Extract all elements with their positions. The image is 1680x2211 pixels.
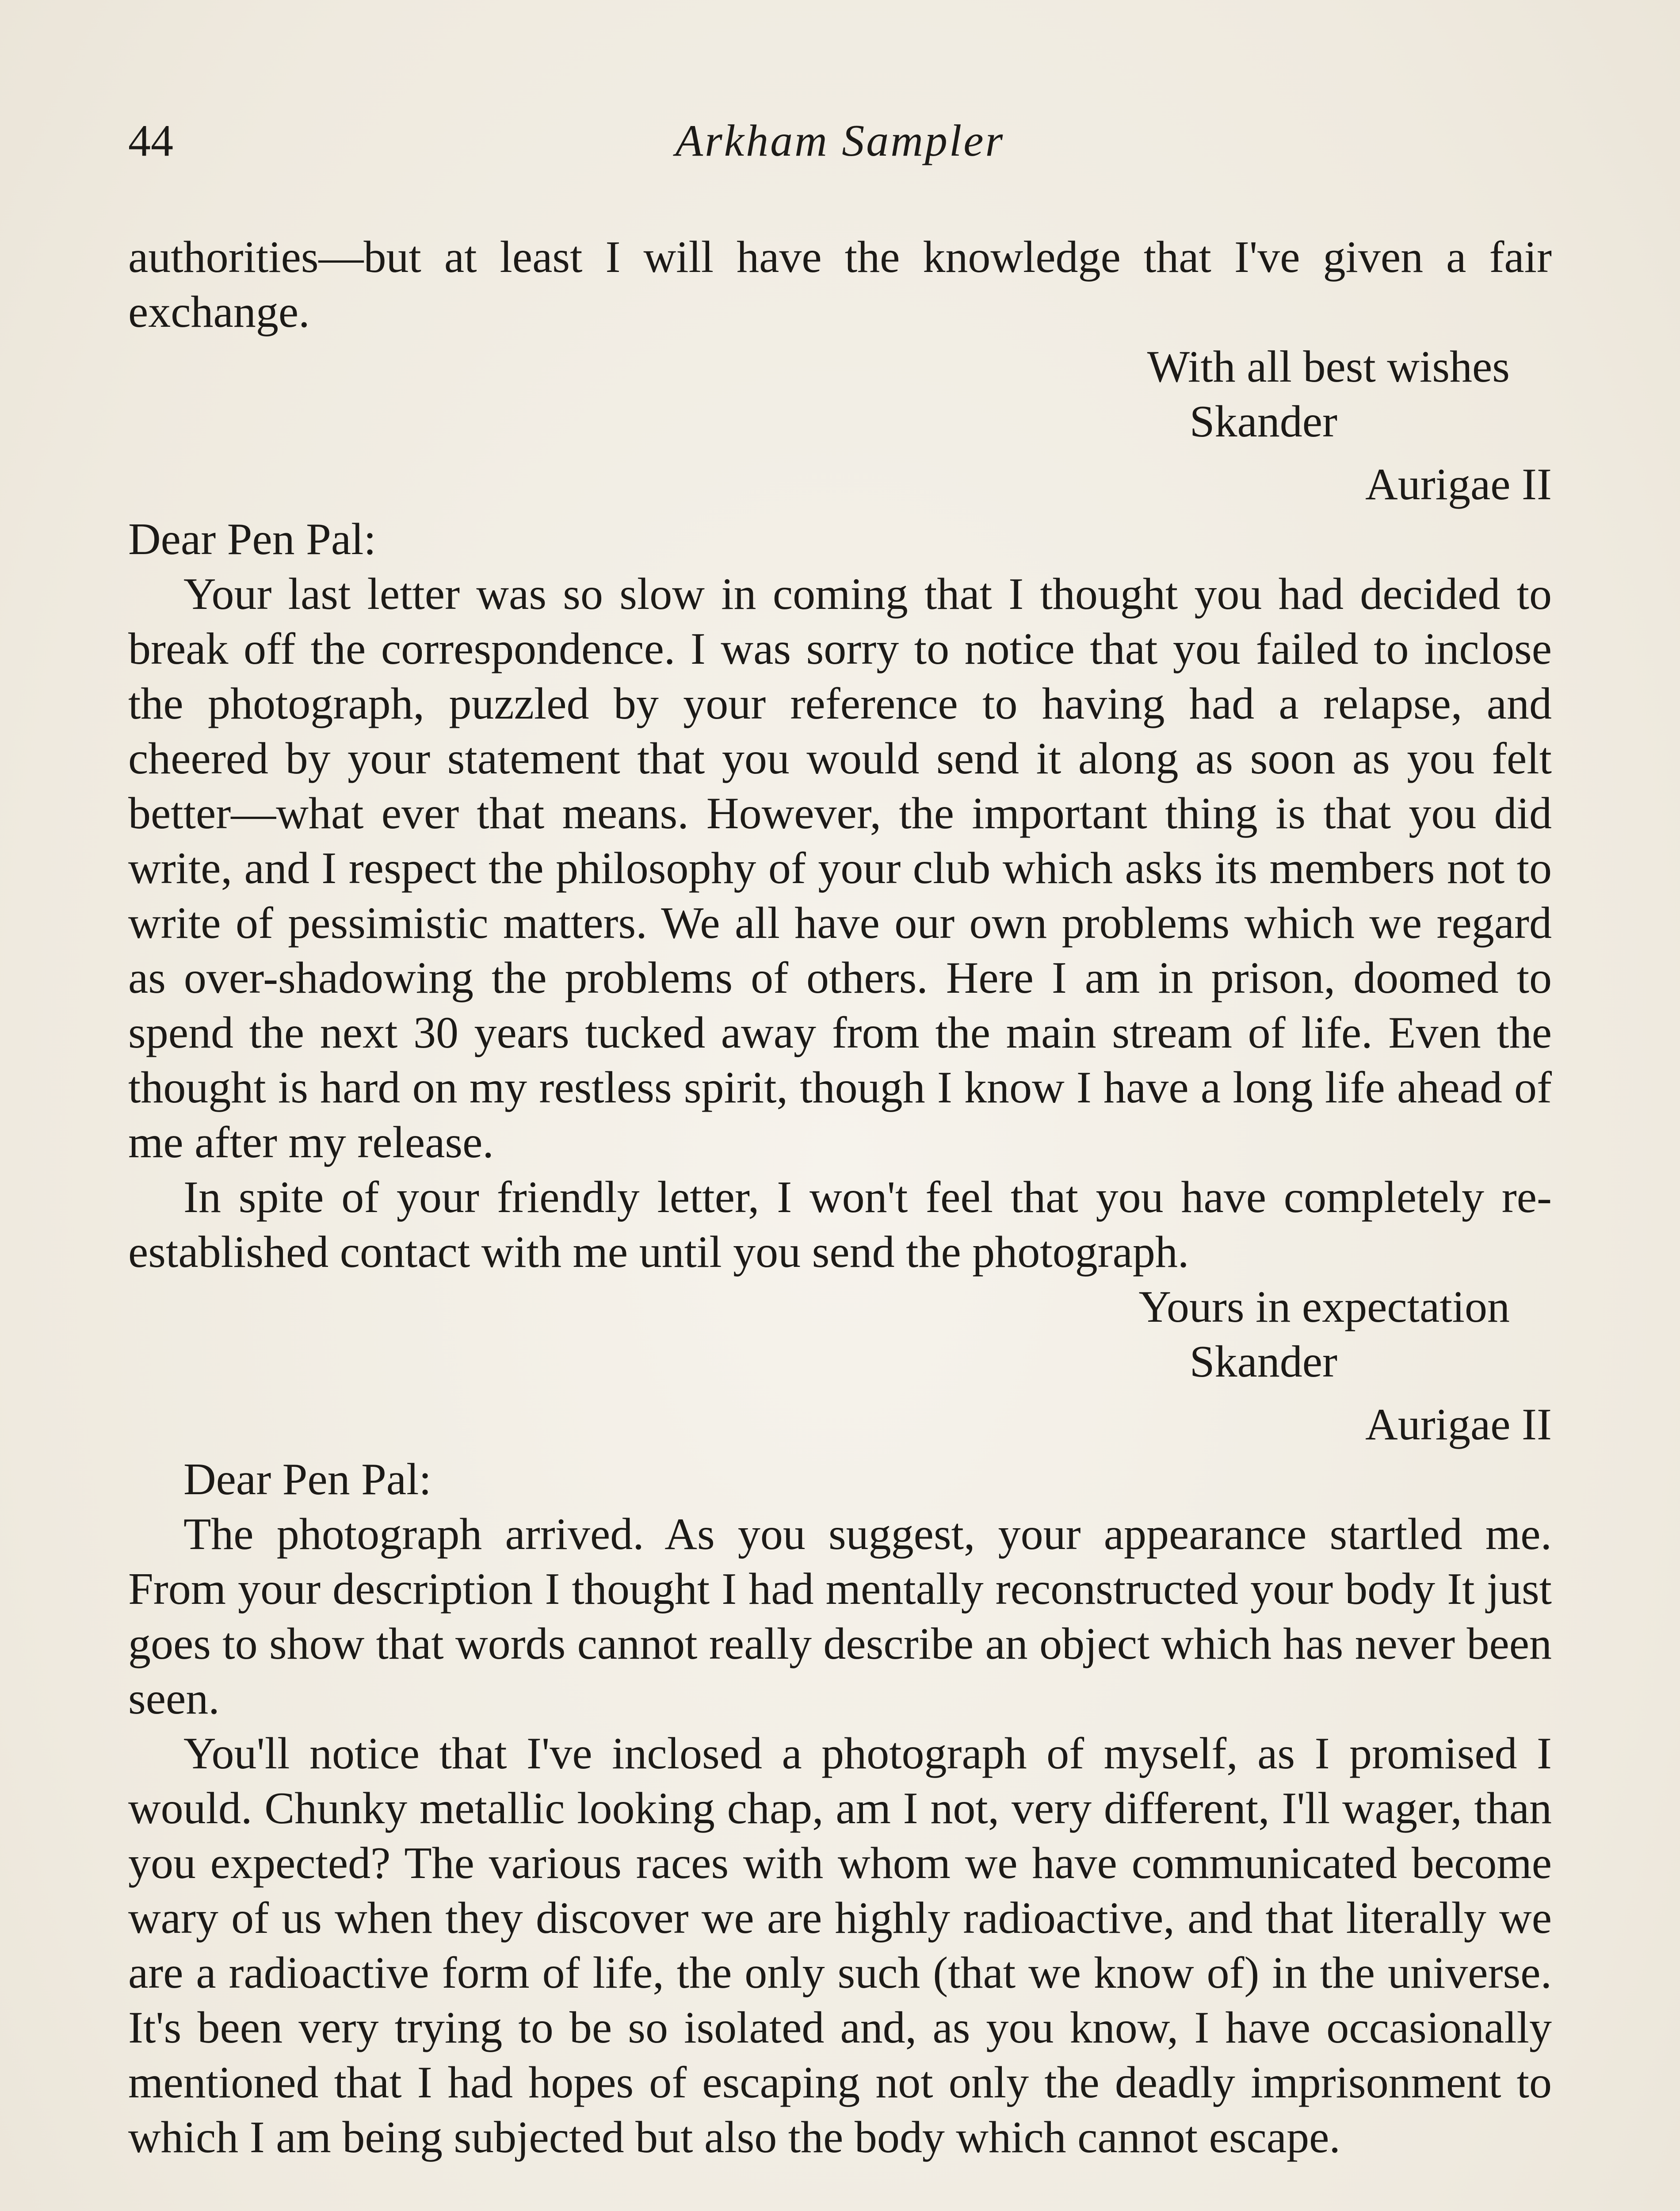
letter-2-closing: Yours in expectation bbox=[1138, 1282, 1510, 1332]
page-number: 44 bbox=[128, 116, 173, 166]
letter-3-paragraph: You'll notice that I've inclosed a photograph of myself, as I promised I would. Chunky metallic looking chap, am I not, very different, I'll wager, than you expected? The various races with whom we have communicated become wary of us when they discover we are highly radioactive, and that literally we are a radioactive form of life, the only such (that we know of) in the universe. It's been very trying to be so isolated and, as you know, I have occasionally mentioned that I had hopes of escaping not only the deadly imprisonment to which I am being subjected but also the body which cannot escape. bbox=[128, 1729, 1552, 2162]
letter-1-closing: With all best wishes bbox=[1147, 342, 1510, 392]
letter-2-greeting: Dear Pen Pal: bbox=[128, 514, 376, 564]
continuation-paragraph: authorities—but at least I will have the knowledge that I've given a fair exchange. bbox=[128, 232, 1552, 337]
running-title: Arkham Sampler bbox=[675, 116, 1005, 166]
letter-2-paragraph: Your last letter was so slow in coming that I thought you had decided to break off the correspondence. I was sorry to notice that you failed to inclose the photograph, puzzled by your reference to having had a relapse, and cheered by your statement that you would send it along as soon as you felt better—what ever that means. However, the important thing is that you did write, and I respect the philosophy of your club which asks its members not to write of pessimistic matters. We all have our own problems which we regard as over-shadowing the problems of others. Here I am in prison, doomed to spend the next 30 years tucked away from the main stream of life. Even the thought is hard on my restless spirit, though I know I have a long life ahead of me after my release. bbox=[128, 569, 1552, 1167]
letter-2-signature: Skander bbox=[1189, 1337, 1337, 1387]
letter-3-paragraph: The photograph arrived. As you suggest, your appearance startled me. From your description I thought I had mentally reconstructed your body It just goes to show that words cannot really describe an object which has never been seen. bbox=[128, 1509, 1552, 1724]
letter-3-place: Aurigae II bbox=[1365, 1400, 1552, 1450]
letter-1-signature: Skander bbox=[1189, 397, 1337, 447]
letter-3-greeting: Dear Pen Pal: bbox=[183, 1454, 431, 1504]
letter-2-paragraph: In spite of your friendly letter, I won't feel that you have completely re-established contact with me until you send the photograph. bbox=[128, 1172, 1552, 1277]
letter-2-place: Aurigae II bbox=[1365, 459, 1552, 509]
page-header bbox=[128, 115, 1552, 177]
body-text bbox=[128, 230, 1552, 2165]
